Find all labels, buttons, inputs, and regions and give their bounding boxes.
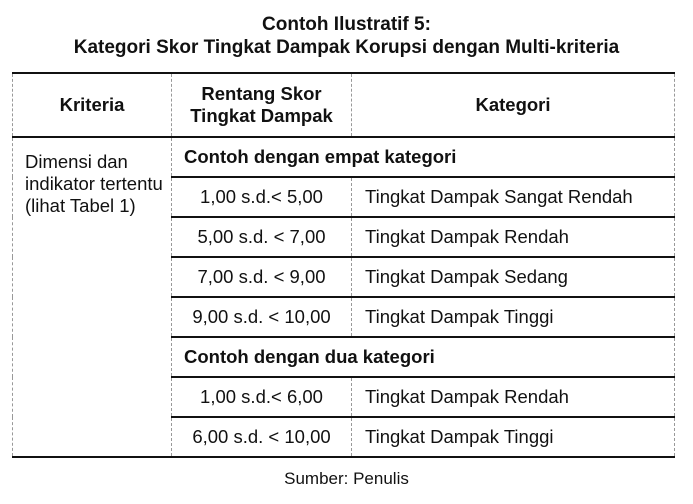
header-rentang [172, 73, 352, 137]
range-cell: 6,00 s.d. < 10,00 [172, 417, 352, 457]
title-line-1: Contoh Ilustratif 5: [262, 14, 431, 35]
header-row [13, 73, 675, 137]
header-rentang-line2: Tingkat Dampak [190, 105, 333, 126]
range-cell: 1,00 s.d.< 6,00 [172, 377, 352, 417]
range-cell: 9,00 s.d. < 10,00 [172, 297, 352, 337]
category-cell: Tingkat Dampak Rendah [352, 217, 675, 257]
header-kategori: Kategori [352, 73, 675, 137]
category-cell: Tingkat Dampak Tinggi [352, 417, 675, 457]
header-rentang-line1: Rentang Skor [201, 83, 322, 104]
source-note: Sumber: Penulis [284, 469, 409, 488]
impact-category-table [12, 72, 675, 458]
range-cell: 7,00 s.d. < 9,00 [172, 257, 352, 297]
group-label: Contoh dengan empat kategori [172, 137, 675, 177]
category-cell: Tingkat Dampak Tinggi [352, 297, 675, 337]
range-cell: 1,00 s.d.< 5,00 [172, 177, 352, 217]
category-cell: Tingkat Dampak Rendah [352, 377, 675, 417]
figure-title [0, 13, 693, 59]
kriteria-cell: Dimensi dan indikator tertentu (lihat Tabel 1) [13, 137, 172, 457]
range-cell: 5,00 s.d. < 7,00 [172, 217, 352, 257]
title-line-2: Kategori Skor Tingkat Dampak Korupsi dengan Multi-kriteria [73, 37, 620, 58]
category-cell: Tingkat Dampak Sedang [352, 257, 675, 297]
category-cell: Tingkat Dampak Sangat Rendah [352, 177, 675, 217]
header-kriteria: Kriteria [13, 73, 172, 137]
group-label: Contoh dengan dua kategori [172, 337, 675, 377]
group-header-row [13, 137, 675, 177]
